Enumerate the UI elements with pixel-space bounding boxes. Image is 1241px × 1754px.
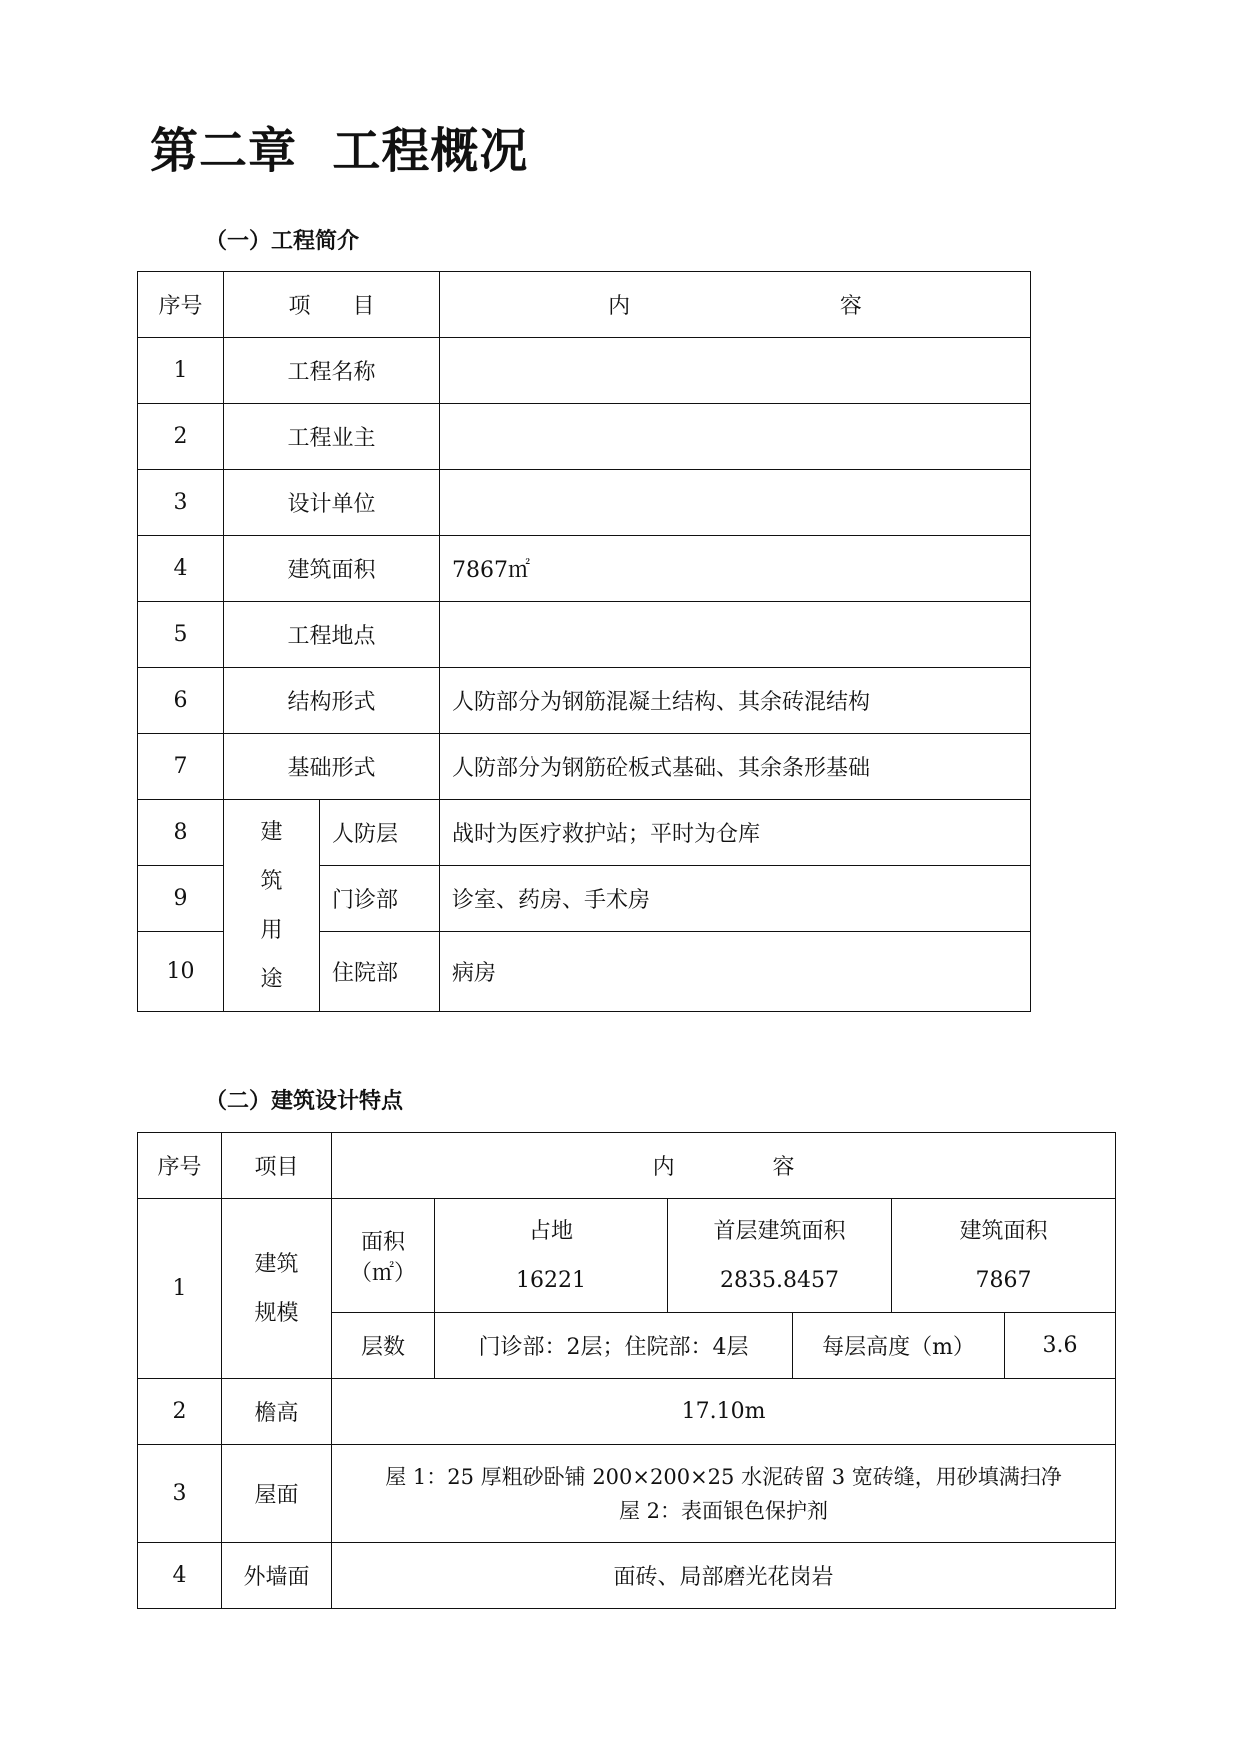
table-row bbox=[138, 338, 1031, 404]
roof-line: 屋 2：表面银色保护剂 bbox=[618, 1498, 829, 1523]
section-title-design-features: （二）建筑设计特点 bbox=[205, 1089, 404, 1114]
row-content: 病房 bbox=[440, 932, 1031, 1012]
row-item: 工程地点 bbox=[224, 602, 440, 668]
design-features-table bbox=[137, 1132, 1116, 1609]
area-label-line: 面积 bbox=[360, 1229, 405, 1255]
area-unit: （㎡） bbox=[349, 1260, 416, 1286]
total-area-label: 建筑面积 bbox=[959, 1218, 1048, 1244]
land-area-value: 16221 bbox=[516, 1267, 586, 1293]
usage-sub-item: 住院部 bbox=[320, 932, 440, 1012]
header-item: 项 目 bbox=[224, 272, 440, 338]
usage-sub-item: 门诊部 bbox=[320, 866, 440, 932]
building-scale-label bbox=[222, 1199, 332, 1379]
row-item: 设计单位 bbox=[224, 470, 440, 536]
table-header-row bbox=[138, 272, 1031, 338]
table-row bbox=[138, 1199, 1116, 1313]
floor-height-value: 3.6 bbox=[1005, 1313, 1116, 1379]
usage-sub-item: 人防层 bbox=[320, 800, 440, 866]
usage-label-char: 建 bbox=[260, 819, 283, 845]
table-header-row bbox=[138, 1133, 1116, 1199]
row-content: 人防部分为钢筋砼板式基础、其余条形基础 bbox=[440, 734, 1031, 800]
first-floor-area-label: 首层建筑面积 bbox=[713, 1218, 846, 1244]
table-row bbox=[138, 734, 1031, 800]
first-floor-area-cell bbox=[668, 1199, 892, 1313]
floor-height-label: 每层高度（m） bbox=[793, 1313, 1005, 1379]
building-usage-label bbox=[224, 800, 320, 1012]
row-index: 1 bbox=[138, 1199, 222, 1379]
roof-description bbox=[332, 1445, 1116, 1543]
first-floor-area-value: 2835.8457 bbox=[720, 1267, 839, 1293]
row-index: 1 bbox=[138, 338, 224, 404]
table-row bbox=[138, 602, 1031, 668]
row-item: 外墙面 bbox=[222, 1543, 332, 1609]
table-row bbox=[138, 536, 1031, 602]
total-area-value: 7867 bbox=[975, 1267, 1032, 1293]
table-row bbox=[138, 668, 1031, 734]
row-index: 4 bbox=[138, 536, 224, 602]
exterior-wall-value: 面砖、局部磨光花岗岩 bbox=[332, 1543, 1116, 1609]
row-item: 工程名称 bbox=[224, 338, 440, 404]
row-index: 5 bbox=[138, 602, 224, 668]
row-index: 3 bbox=[138, 470, 224, 536]
section-title-overview: （一）工程简介 bbox=[205, 229, 360, 254]
total-area-cell bbox=[892, 1199, 1116, 1313]
table-row bbox=[138, 470, 1031, 536]
area-label bbox=[332, 1199, 435, 1313]
table-row bbox=[138, 1379, 1116, 1445]
land-area-cell bbox=[435, 1199, 668, 1313]
header-item: 项目 bbox=[222, 1133, 332, 1199]
header-index: 序号 bbox=[138, 1133, 222, 1199]
row-item: 檐高 bbox=[222, 1379, 332, 1445]
row-index: 7 bbox=[138, 734, 224, 800]
row-content bbox=[440, 338, 1031, 404]
row-index: 6 bbox=[138, 668, 224, 734]
scale-label-line: 规模 bbox=[254, 1300, 299, 1326]
row-index: 8 bbox=[138, 800, 224, 866]
row-item: 基础形式 bbox=[224, 734, 440, 800]
row-index: 4 bbox=[138, 1543, 222, 1609]
header-content: 内 容 bbox=[332, 1133, 1116, 1199]
row-content bbox=[440, 404, 1031, 470]
row-index: 10 bbox=[138, 932, 224, 1012]
header-content: 内 容 bbox=[440, 272, 1031, 338]
row-content: 诊室、药房、手术房 bbox=[440, 866, 1031, 932]
eave-height-value: 17.10m bbox=[332, 1379, 1116, 1445]
row-content: 人防部分为钢筋混凝土结构、其余砖混结构 bbox=[440, 668, 1031, 734]
chapter-title: 第二章 工程概况 bbox=[150, 123, 529, 179]
row-index: 9 bbox=[138, 866, 224, 932]
row-index: 3 bbox=[138, 1445, 222, 1543]
row-content: 7867㎡ bbox=[440, 536, 1031, 602]
table-row bbox=[138, 404, 1031, 470]
table-row bbox=[138, 1445, 1116, 1543]
table-row bbox=[138, 1543, 1116, 1609]
row-index: 2 bbox=[138, 404, 224, 470]
roof-line: 屋 1：25 厚粗砂卧铺 200×200×25 水泥砖留 3 宽砖缝，用砂填满扫净 bbox=[385, 1464, 1062, 1489]
header-index: 序号 bbox=[138, 272, 224, 338]
usage-label-char: 用 bbox=[260, 917, 283, 943]
usage-label-char: 途 bbox=[260, 966, 283, 992]
row-item: 屋面 bbox=[222, 1445, 332, 1543]
table-row bbox=[138, 800, 1031, 866]
row-item: 建筑面积 bbox=[224, 536, 440, 602]
row-content: 战时为医疗救护站；平时为仓库 bbox=[440, 800, 1031, 866]
land-area-label: 占地 bbox=[528, 1218, 573, 1244]
floors-value: 门诊部：2层；住院部：4层 bbox=[435, 1313, 793, 1379]
project-overview-table bbox=[137, 271, 1031, 1012]
row-index: 2 bbox=[138, 1379, 222, 1445]
row-item: 结构形式 bbox=[224, 668, 440, 734]
row-content bbox=[440, 470, 1031, 536]
scale-label-line: 建筑 bbox=[254, 1251, 299, 1277]
row-item: 工程业主 bbox=[224, 404, 440, 470]
floors-label: 层数 bbox=[332, 1313, 435, 1379]
row-content bbox=[440, 602, 1031, 668]
usage-label-char: 筑 bbox=[260, 868, 283, 894]
